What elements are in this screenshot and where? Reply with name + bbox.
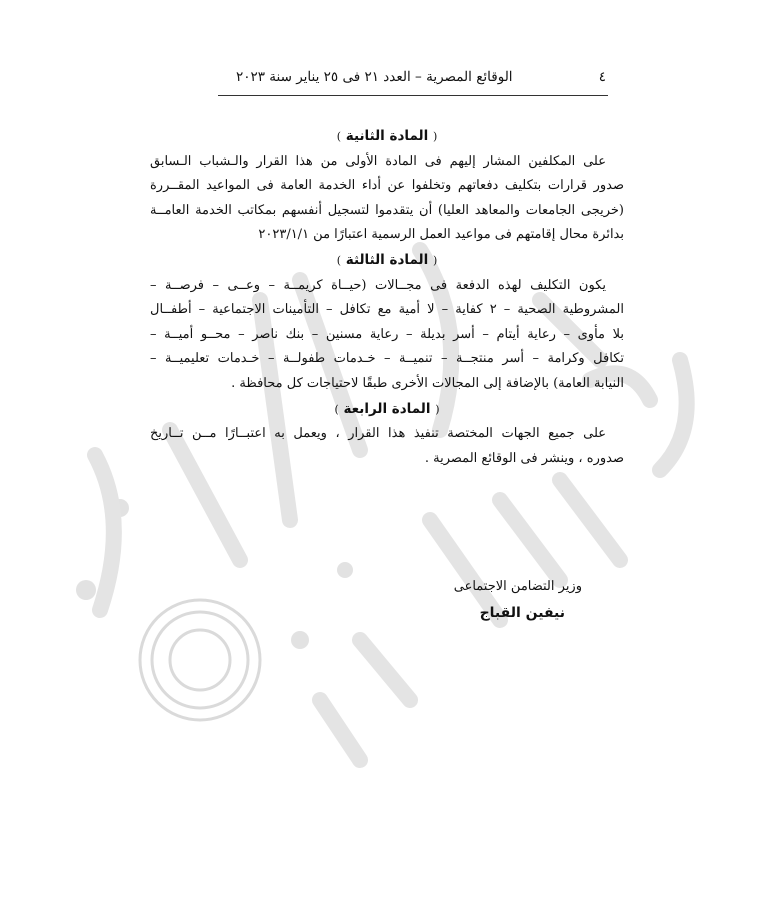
text-line: بلا مأوى – رعاية أيتام – أسر بديلة – رعاية مسنين – بنك ناصر – محــو أميــة – [150,326,624,342]
article-3-body [150,274,624,397]
article-2-heading: ( المادة الثانية ) [336,128,438,144]
page-number: ٤ [598,69,606,85]
running-title: الوقائع المصرية – العدد ٢١ فى ٢٥ يناير سنة ٢٠٢٣ [236,69,513,85]
text-line: على جميع الجهات المختصة تنفيذ هذا القرار ، ويعمل به اعتبــارًا مــن تــاريخ [150,426,606,442]
header-divider [218,95,608,96]
text-line: يكون التكليف لهذه الدفعة فى مجــالات (حيــاة كريمــة – وعــى – فرصــة – [150,277,606,293]
text-line: على المكلفين المشار إليهم فى المادة الأولى من هذا القرار والـشباب الـسابق [150,153,606,169]
document-body [150,124,624,471]
article-3-heading: ( المادة الثالثة ) [336,251,438,268]
text-line: صدور قرارات بتكليف دفعاتهم وتخلفوا عن أداء الخدمة العامة فى المواعيد المقــررة [150,178,624,194]
text-line: المشروطية الصحية – ٢ كفاية – لا أمية مع تكافل – التأمينات الاجتماعية – أطفــال [150,302,624,318]
text-line: (خريجى الجامعات والمعاهد العليا) أن يتقدموا لتسجيل أنفسهم بمكاتب الخدمة العامــة [150,202,624,218]
text-line: تكافل وكرامة – أسر منتجــة – تنميــة – خـدمات طفولــة – خـدمات تعليميــة – [150,351,624,367]
text-line: النيابة العامة) بالإضافة إلى المجالات الأخرى طبقًا لاحتياجات كل محافظة . [231,375,624,391]
signatory-name: نيفين القباج [479,605,565,621]
article-2-body [150,150,624,248]
text-line: صدوره ، وينشر فى الوقائع المصرية . [424,450,624,466]
running-header [236,66,606,88]
text-line: بدائرة محال إقامتهم فى مواعيد العمل الرسمية اعتبارًا من ٢٠٢٣/١/١ [258,227,624,243]
article-4-body [150,422,624,471]
signatory-title: وزير التضامن الاجتماعى [453,579,582,594]
article-4-heading: ( المادة الرابعة ) [334,400,440,417]
